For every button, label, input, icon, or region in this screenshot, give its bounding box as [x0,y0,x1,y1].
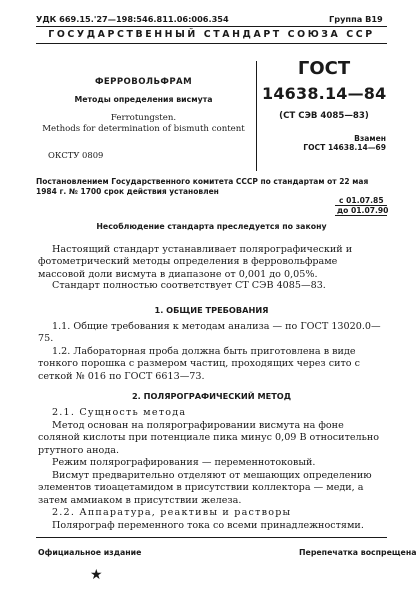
law-warning: Несоблюдение стандарта преследуется по закону [96,222,327,231]
reprint-forbidden-label: Перепечатка воспрещена [299,548,416,557]
okstu-code: ОКСТУ 0809 [48,150,104,160]
english-title: Ferrotungsten. [110,113,177,123]
section-2-heading: 2. ПОЛЯРОГРАФИЧЕСКИЙ МЕТОД [131,391,292,401]
star-icon: ★ [90,567,103,583]
method-principle-paragraph: Метод основан на полярографировании висмута на фоне соляной кислоты при потенциале пика минус 0,09 В относительно ртутного анода. [38,420,380,456]
clause-1-1: 1.1. Общие требования к методам анализа — по ГОСТ 13020.0—75. [38,321,381,345]
decree-line-2: 1984 г. № 1700 срок действия установлен [36,187,219,196]
document-title: ФЕРРОВОЛЬФРАМ [94,77,193,87]
clause-1-2: 1.2. Лабораторная проба должна быть приготовлена в виде тонкого порошка с размером частиц, проходящих через сито с сеткой № 016 по ГОСТ 6613—73. [38,346,360,382]
validity-rule-2 [335,215,387,216]
udk-code: УДК 669.15.'27—198:546.811.06:006.354 [36,14,229,24]
decree-line-1: Постановлением Государственного комитета СССР по стандартам от 22 мая [36,177,369,186]
polarograph-paragraph: Полярограф переменного тока со всеми принадлежностями. [52,520,364,531]
header-rule-top [36,26,387,27]
standard-banner: ГОСУДАРСТВЕННЫЙ СТАНДАРТ СОЮЗА ССР [48,29,375,40]
gost-block-divider [256,61,257,171]
sev-number: (СТ СЭВ 4085—83) [279,111,369,121]
header-rule-bottom [36,43,387,44]
gost-label: ГОСТ [297,58,351,79]
validity-to: до 01.07.90 [337,206,389,215]
official-edition-label: Официальное издание [38,548,142,557]
clause-2-1-heading: 2.1. Сущность метода [52,407,187,418]
replace-label: Взамен [354,134,386,143]
validity-from: с 01.07.85 [339,196,384,205]
document-subtitle: Методы определения висмута [74,95,213,104]
replace-value: ГОСТ 14638.14—69 [303,143,386,152]
separation-paragraph: Висмут предварительно отделяют от мешающих определению элементов тиоацетамидом в присутствии коллектора — меди, а затем аммиаком в присутствии железа. [38,470,372,506]
english-subtitle: Methods for determination of bismuth content [42,124,245,134]
section-1-heading: 1. ОБЩИЕ ТРЕБОВАНИЯ [154,305,269,315]
group-code: Группа В19 [329,14,383,24]
clause-2-2-heading: 2.2. Аппаратура, реактивы и растворы [52,507,292,518]
footer-rule [36,537,387,538]
polarography-mode-paragraph: Режим полярографирования — переменнотоковый. [52,457,316,468]
compliance-paragraph: Стандарт полностью соответствует СТ СЭВ 4085—83. [52,280,326,291]
gost-number: 14638.14—84 [262,84,387,103]
intro-paragraph: Настоящий стандарт устанавливает полярографический и фотометрический методы определения в ферровольфраме массовой доли висмута в диапазоне от 0,001 до 0,05%. [38,244,353,280]
